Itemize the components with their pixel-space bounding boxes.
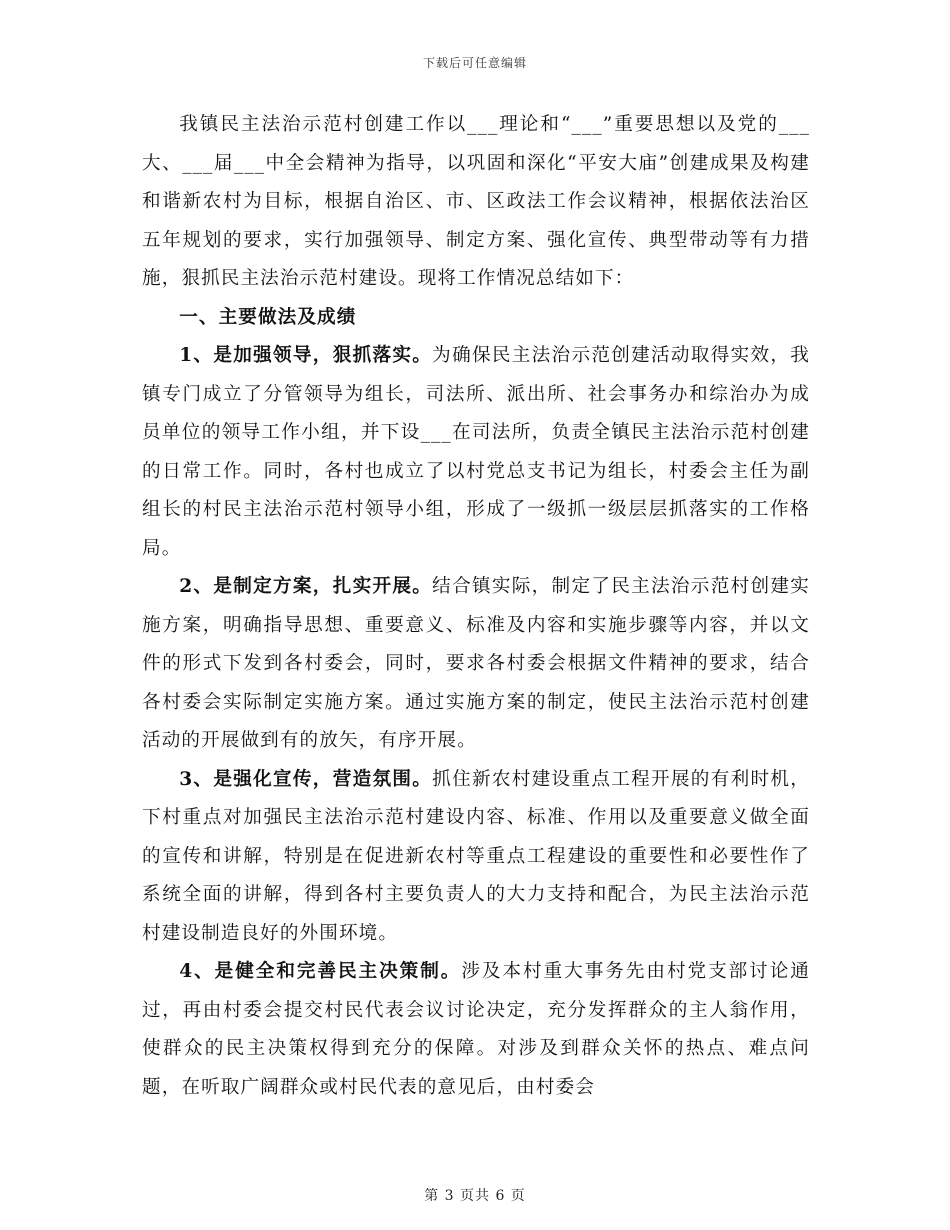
paragraph-text: 为确保民主法治示范创建活动取得实效，我镇专门成立了分管领导为组长，司法所、派出所、社会事务办和综治办为成员单位的领导工作小组，并下设___在司法所，负责全镇民主法治示范村创建的日常工作。同时，各村也成立了以村党总支书记为组长，村委会主任为副组长的村民主法治示范村领导小组，形成了一级抓一级层层抓落实的工作格局。 (142, 345, 810, 559)
item-lead: 2、是制定方案，扎实开展。 (179, 576, 433, 597)
item-paragraph-4 (142, 953, 810, 1107)
page-header: 下载后可任意编辑 (422, 56, 527, 70)
item-paragraph-1 (142, 337, 810, 568)
paragraph-text: 我镇民主法治示范村创建工作以___理论和“___”重要思想以及党的___大、___届___中全会精神为指导，以巩固和深化“平安大庙”创建成果及构建和谐新农村为目标，根据自治区、市、区政法工作会议精神，根据依法治区五年规划的要求，实行加强领导、制定方案、强化宣传、典型带动等有力措施，狠抓民主法治示范村建设。现将工作情况总结如下： (142, 114, 810, 289)
section-heading (142, 299, 810, 338)
paragraph-text: 涉及本村重大事务先由村党支部讨论通过，再由村委会提交村民代表会议讨论决定，充分发挥群众的主人翁作用，使群众的民主决策权得到充分的保障。对涉及到群众关怀的热点、难点问题，在听取广阔群众或村民代表的意见后，由村委会 (142, 961, 810, 1098)
item-lead: 3、是强化宣传，营造氛围。 (179, 768, 433, 790)
paragraph-text: 抓住新农村建设重点工程开展的有利时机，下村重点对加强民主法治示范村建设内容、标准、作用以及重要意义做全面的宣传和讲解，特别是在促进新农村等重点工程建设的重要性和必要性作了系统全面的讲解，得到各村主要负责人的大力支持和配合，为民主法治示范村建设制造良好的外围环境。 (142, 768, 810, 944)
paragraph-text: 结合镇实际，制定了民主法治示范村创建实施方案，明确指导思想、重要意义、标准及内容和实施步骤等内容，并以文件的形式下发到各村委会，同时，要求各村委会根据文件精神的要求，结合各村委会实际制定实施方案。通过实施方案的制定，使民主法治示范村创建活动的开展做到有的放矢，有序开展。 (142, 576, 810, 751)
page-footer: 第 3 页共 6 页 (424, 1188, 526, 1204)
item-paragraph-3 (142, 761, 810, 954)
document-body (142, 106, 810, 1107)
item-paragraph-2 (142, 568, 810, 761)
intro-paragraph (142, 106, 810, 299)
item-lead: 1、是加强领导，狠抓落实。 (179, 345, 433, 366)
item-lead: 4、是健全和完善民主决策制。 (179, 961, 462, 982)
heading-text: 一、主要做法及成绩 (179, 306, 357, 328)
